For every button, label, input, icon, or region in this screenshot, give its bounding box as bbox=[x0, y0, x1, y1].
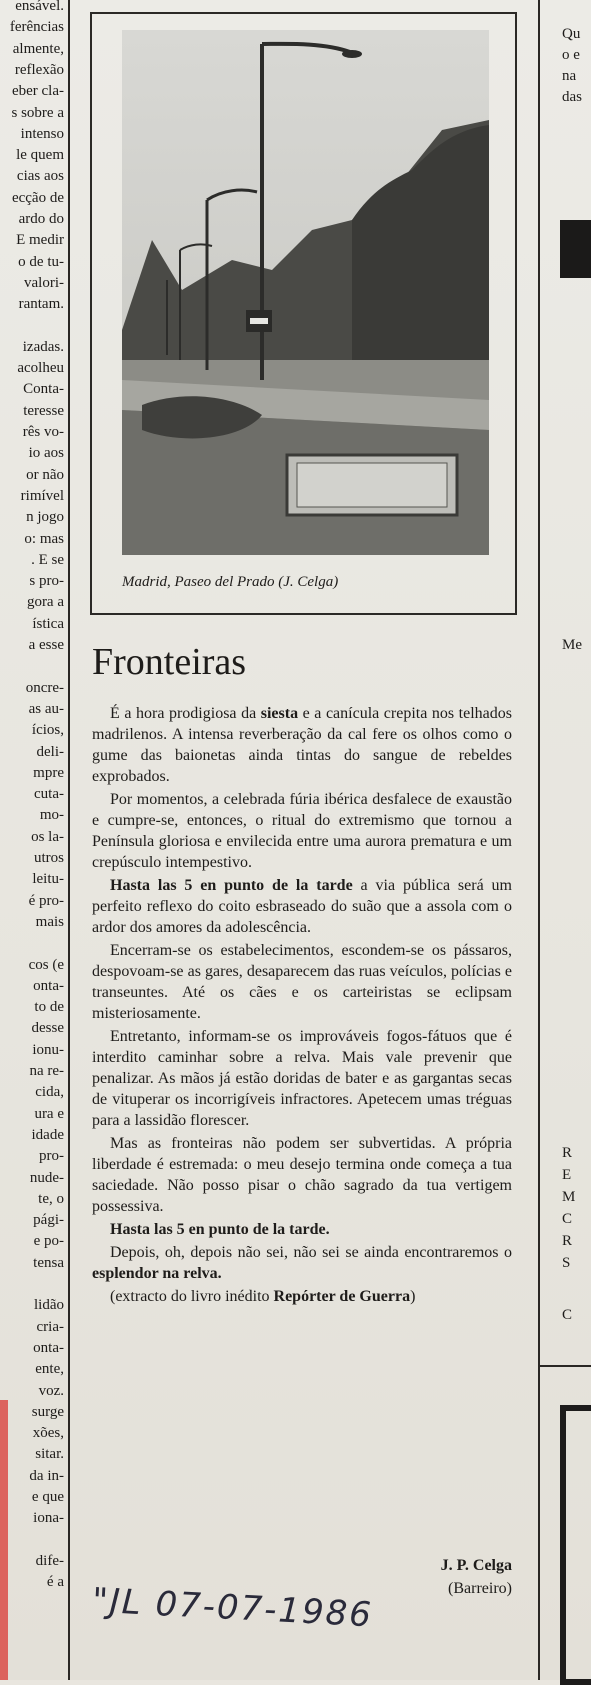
right-column-line: S bbox=[562, 1255, 571, 1271]
left-column-line: n jogo bbox=[26, 509, 64, 526]
handwritten-date: "JL 07-07-1986 bbox=[91, 1580, 374, 1636]
right-column-line: C bbox=[562, 1211, 573, 1227]
left-column-line: pro- bbox=[39, 1148, 64, 1165]
article-paragraph: Hasta las 5 en punto de la tarde a via pública será um perfeito reflexo do coito esbraseado do suão que a assola com o ardor dos amores da adolescência. bbox=[92, 877, 512, 936]
left-column-line: e que bbox=[31, 1489, 64, 1505]
left-column-line: surge bbox=[31, 1403, 64, 1420]
paseo-del-prado-image bbox=[122, 30, 489, 555]
left-column-line: s pro- bbox=[29, 573, 64, 590]
photo-caption: Madrid, Paseo del Prado (J. Celga) bbox=[122, 574, 339, 590]
left-column-line: ionu- bbox=[32, 1041, 64, 1058]
left-column-line: izadas. bbox=[22, 338, 64, 355]
left-column-line: as au- bbox=[28, 700, 64, 717]
left-column-line: onta- bbox=[33, 977, 64, 994]
left-column-line: mais bbox=[35, 913, 64, 930]
left-column-line: ística bbox=[32, 615, 64, 632]
left-column-line: dife- bbox=[35, 1552, 64, 1569]
left-column-line: ente, bbox=[35, 1361, 64, 1378]
right-column-line: R bbox=[562, 1233, 573, 1249]
left-column-line: ardo do bbox=[18, 211, 64, 227]
left-column-line: gora a bbox=[26, 594, 64, 611]
left-column-line: ferências bbox=[9, 19, 64, 36]
left-column-line: tensa bbox=[33, 1254, 64, 1271]
left-column-line: eber cla- bbox=[11, 83, 64, 100]
article-headline: Fronteiras bbox=[92, 641, 247, 683]
right-column-line: C bbox=[562, 1307, 573, 1323]
left-column-line: mpre bbox=[33, 764, 64, 781]
left-column-line: utros bbox=[34, 850, 64, 866]
left-column-line: o de tu- bbox=[18, 253, 64, 270]
right-column-line: R bbox=[562, 1145, 573, 1161]
article-paragraph: Depois, oh, depois não sei, não sei se ainda encontraremos o esplendor na relva. bbox=[92, 1244, 512, 1282]
left-column-line: deli- bbox=[36, 743, 64, 760]
left-column-line: na re- bbox=[29, 1063, 64, 1079]
left-column-line: iona- bbox=[33, 1510, 64, 1527]
right-column-line: das bbox=[562, 89, 582, 105]
article-paragraph: É a hora prodigiosa da siesta e a canícula crepita nos telhados madrilenos. A intensa reverberação da cal fere os olhos como o gume das baionetas ainda tintas do sangue de rebeldes exprobados. bbox=[92, 705, 512, 785]
article-paragraph: (extracto do livro inédito Repórter de Guerra) bbox=[110, 1288, 416, 1305]
right-column-line: o e bbox=[562, 47, 580, 63]
left-column-line: cias aos bbox=[16, 168, 64, 185]
left-column-line: ura e bbox=[34, 1105, 64, 1122]
left-column-line: teresse bbox=[23, 402, 64, 419]
left-column-line: valori- bbox=[24, 274, 64, 291]
left-column-line: xões, bbox=[32, 1425, 64, 1442]
left-column-line: Conta- bbox=[23, 381, 64, 398]
left-column-line: ecção de bbox=[11, 189, 64, 206]
left-column-line: sitar. bbox=[35, 1446, 64, 1463]
article-paragraph: Entretanto, informam-se os improváveis fogos-fátuos que é interdito caminhar sobre a relva. Mais vale prevenir que penalizar. As mãos já estão doridas de bater e as gargantas secas de vituperar os incorrigíveis infractores. Apetecem umas tréguas para a lassidão florescer. bbox=[92, 1028, 512, 1129]
left-column-line: rês vo- bbox=[22, 424, 64, 440]
left-column-line: o: mas bbox=[24, 530, 64, 547]
article-location: (Barreiro) bbox=[448, 1580, 512, 1597]
left-column-line: lidão bbox=[34, 1297, 64, 1314]
right-column-line: E bbox=[562, 1167, 572, 1183]
left-column-line: intenso bbox=[20, 125, 64, 142]
left-column-line: acolheu bbox=[17, 360, 64, 377]
street-photo bbox=[122, 30, 489, 555]
left-column-line: leitu- bbox=[32, 871, 64, 888]
left-column-line: da in- bbox=[29, 1467, 64, 1484]
left-column-line: e po- bbox=[33, 1233, 64, 1250]
left-column-line: s sobre a bbox=[11, 104, 64, 121]
left-column-line: é a bbox=[46, 1574, 64, 1591]
article-paragraph: Por momentos, a celebrada fúria ibérica desfalece de exaustão e cumpre-se, entonces, o ritual do extremismo que tornou a Península gloriosa e envilecida entre uma aurora prematura e um crepúsculo intempestivo. bbox=[92, 791, 512, 871]
left-column-line: te, o bbox=[38, 1190, 64, 1207]
photo-frame bbox=[90, 12, 517, 615]
left-column-line: idade bbox=[31, 1126, 64, 1143]
article-paragraph: Encerram-se os estabelecimentos, escondem-se os pássaros, despovoam-se as gares, desaparecem das ruas veículos, polícias e transeuntes. Até os cães e os carteiristas se eclipsam misteriosamente. bbox=[92, 942, 512, 1022]
left-column-line: mo- bbox=[39, 807, 64, 824]
left-column-line: le quem bbox=[16, 147, 64, 164]
right-column-line: M bbox=[562, 1189, 576, 1205]
left-column-line: oncre- bbox=[25, 679, 64, 696]
left-column-line: ícios, bbox=[31, 722, 64, 739]
left-column-line: almente, bbox=[12, 40, 64, 57]
left-column-line: cria- bbox=[36, 1318, 64, 1335]
left-column-line: reflexão bbox=[14, 61, 64, 78]
left-column-line: or não bbox=[26, 466, 64, 483]
right-column-line: na bbox=[562, 68, 577, 84]
left-column-line: pági- bbox=[33, 1212, 64, 1229]
left-column-line: é pro- bbox=[28, 892, 64, 909]
column-rule-left bbox=[68, 0, 70, 1680]
article-author: J. P. Celga bbox=[440, 1557, 512, 1574]
left-column-line: os la- bbox=[31, 828, 64, 845]
left-column-line: voz. bbox=[38, 1382, 64, 1399]
left-column-line: cida, bbox=[35, 1084, 64, 1101]
left-column-line: E medir bbox=[16, 232, 64, 249]
right-divider bbox=[540, 1365, 591, 1367]
left-column-line: desse bbox=[31, 1020, 64, 1037]
right-column-line: Me bbox=[562, 637, 582, 653]
left-column-line: cuta- bbox=[34, 786, 64, 803]
left-column-line: cos (e bbox=[28, 956, 64, 973]
black-heading-block bbox=[560, 220, 591, 278]
left-column-fragment bbox=[0, 0, 66, 1680]
left-column-line: onta- bbox=[33, 1339, 64, 1356]
left-column-line: rimível bbox=[20, 487, 64, 504]
left-column-line: . E se bbox=[31, 551, 64, 568]
left-column-line: io aos bbox=[28, 445, 64, 462]
article-paragraph: Hasta las 5 en punto de la tarde. bbox=[110, 1221, 330, 1238]
article-body bbox=[92, 703, 512, 1309]
black-frame-box bbox=[560, 1405, 591, 1685]
left-column-line: nude- bbox=[29, 1169, 64, 1186]
left-column-line: rantam. bbox=[18, 296, 64, 313]
left-column-line: ensável. bbox=[15, 0, 64, 14]
right-column-line: Qu bbox=[562, 26, 581, 42]
left-column-line: to de bbox=[34, 999, 64, 1016]
article-paragraph: Mas as fronteiras não podem ser subvertidas. A própria liberdade é estremada: o meu desejo termina onde começa a tua saciedade. Não posso pisar o chão sagrado da tua vertigem possessiva. bbox=[92, 1135, 512, 1215]
left-column-line: a esse bbox=[28, 637, 64, 653]
